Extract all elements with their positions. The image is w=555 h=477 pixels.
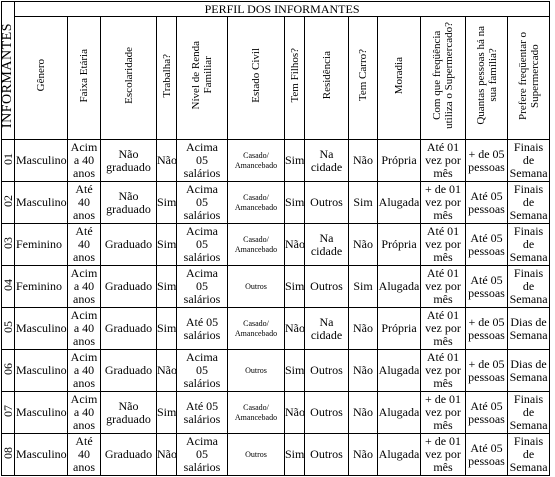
cell-carro: Não: [349, 350, 378, 392]
header-corner: [2, 2, 15, 17]
cell-escolaridade: Não graduado: [101, 140, 157, 182]
cell-genero: Feminino: [15, 224, 68, 266]
cell-carro: Não: [349, 140, 378, 182]
col-header-faixa-etaria: Faixa Etária: [68, 17, 101, 140]
cell-prefere: Finais de Semana: [508, 224, 550, 266]
cell-residencia: Outros: [305, 182, 349, 224]
cell-residencia: Outros: [305, 434, 349, 476]
col-header-estado-civil: Estado Civil: [228, 17, 285, 140]
cell-pessoas: Até 05 pessoas: [466, 434, 508, 476]
cell-residencia: Na cidade: [305, 308, 349, 350]
cell-prefere: Finais de Semana: [508, 392, 550, 434]
col-header-trabalha: Trabalha?: [157, 17, 177, 140]
row-header-label: INFORMANTES: [0, 22, 15, 128]
cell-estado-civil: Outros: [228, 266, 285, 308]
cell-frequencia: + de 01 vez por mês: [421, 434, 466, 476]
table-row: [2, 140, 550, 182]
cell-moradia: Própria: [378, 308, 421, 350]
cell-escolaridade: Graduado: [101, 266, 157, 308]
cell-escolaridade: Não graduado: [101, 182, 157, 224]
cell-renda: Acima 05 salários: [177, 140, 228, 182]
row-id-cell: [2, 224, 15, 266]
column-header-row: [2, 17, 550, 140]
cell-frequencia: + de 01 vez por mês: [421, 392, 466, 434]
table-row: [2, 434, 550, 476]
cell-faixa-etaria: Acim a 40 anos: [68, 140, 101, 182]
cell-trabalha: Não: [157, 434, 177, 476]
cell-residencia: Outros: [305, 392, 349, 434]
cell-escolaridade: Graduado: [101, 350, 157, 392]
table-row: [2, 392, 550, 434]
cell-genero: Masculino: [15, 140, 68, 182]
cell-prefere: Dias de Semana: [508, 350, 550, 392]
informants-profile-table: [1, 1, 550, 476]
row-id: 04: [1, 279, 15, 291]
cell-escolaridade: Graduado: [101, 224, 157, 266]
table-row: [2, 308, 550, 350]
cell-trabalha: Não: [157, 140, 177, 182]
row-id-cell: [2, 140, 15, 182]
cell-genero: Masculino: [15, 182, 68, 224]
table-row: [2, 266, 550, 308]
cell-estado-civil: Outros: [228, 350, 285, 392]
cell-faixa-etaria: Até 40 anos: [68, 182, 101, 224]
cell-filhos: Sim: [285, 182, 305, 224]
col-header-escolaridade: Escolaridade: [101, 17, 157, 140]
col-header-pessoas: Quantas pessoas há na sua família?: [466, 17, 508, 140]
cell-prefere: Dias de Semana: [508, 308, 550, 350]
cell-trabalha: Sim: [157, 308, 177, 350]
cell-carro: Sim: [349, 266, 378, 308]
cell-escolaridade: Não graduado: [101, 392, 157, 434]
cell-moradia: Alugada: [378, 266, 421, 308]
cell-renda: Acima 05 salários: [177, 224, 228, 266]
cell-faixa-etaria: Acim a 40 anos: [68, 266, 101, 308]
cell-filhos: Não: [285, 308, 305, 350]
cell-frequencia: Até 01 vez por mês: [421, 224, 466, 266]
cell-prefere: Finais de Semana: [508, 266, 550, 308]
row-id-cell: [2, 434, 15, 476]
cell-residencia: Outros: [305, 266, 349, 308]
cell-frequencia: Até 01 vez por mês: [421, 140, 466, 182]
cell-estado-civil: Casado/ Amancebado: [228, 140, 285, 182]
table-row: [2, 350, 550, 392]
cell-moradia: Própria: [378, 224, 421, 266]
cell-trabalha: Sim: [157, 182, 177, 224]
row-id-cell: [2, 308, 15, 350]
cell-filhos: Sim: [285, 266, 305, 308]
cell-renda: Até 05 salários: [177, 392, 228, 434]
cell-pessoas: Até 05 pessoas: [466, 392, 508, 434]
cell-estado-civil: Outros: [228, 434, 285, 476]
cell-pessoas: + de 05 pessoas: [466, 350, 508, 392]
cell-renda: Até 05 salários: [177, 308, 228, 350]
cell-estado-civil: Casado/ Amancebado: [228, 224, 285, 266]
col-header-genero: Gênero: [15, 17, 68, 140]
row-id: 01: [1, 153, 15, 165]
cell-renda: Acima 05 salários: [177, 350, 228, 392]
cell-faixa-etaria: Acim a 40 anos: [68, 308, 101, 350]
cell-renda: Acima 05 salários: [177, 266, 228, 308]
cell-pessoas: Até 05 pessoas: [466, 266, 508, 308]
cell-renda: Acima 05 salários: [177, 182, 228, 224]
cell-estado-civil: Casado/ Amancebado: [228, 392, 285, 434]
cell-pessoas: Até 05 pessoas: [466, 182, 508, 224]
col-header-filhos: Tem Filhos?: [285, 17, 305, 140]
cell-frequencia: + de 01 vez por mês: [421, 182, 466, 224]
cell-filhos: Não: [285, 224, 305, 266]
cell-carro: Não: [349, 392, 378, 434]
cell-faixa-etaria: Acim a 40 anos: [68, 350, 101, 392]
cell-estado-civil: Casado/ Amancebado: [228, 308, 285, 350]
row-id-cell: [2, 182, 15, 224]
row-header-label-cell: [2, 17, 15, 140]
row-id: 06: [1, 363, 15, 375]
cell-prefere: Finais de Semana: [508, 434, 550, 476]
cell-frequencia: Até 01 vez por mês: [421, 308, 466, 350]
col-header-moradia: Moradia: [378, 17, 421, 140]
row-id: 02: [1, 195, 15, 207]
cell-trabalha: Sim: [157, 266, 177, 308]
col-header-prefere: Prefere freqüentar o Supermercado: [508, 17, 550, 140]
cell-escolaridade: Graduado: [101, 308, 157, 350]
cell-moradia: Alugada: [378, 392, 421, 434]
cell-carro: Não: [349, 434, 378, 476]
cell-escolaridade: Graduado: [101, 434, 157, 476]
cell-trabalha: Não: [157, 350, 177, 392]
cell-estado-civil: Casado/ Amancebado: [228, 182, 285, 224]
cell-genero: Masculino: [15, 392, 68, 434]
cell-moradia: Alugada: [378, 182, 421, 224]
cell-filhos: Não: [285, 392, 305, 434]
table-row: [2, 182, 550, 224]
cell-faixa-etaria: Até 40 anos: [68, 224, 101, 266]
cell-moradia: Alugada: [378, 350, 421, 392]
row-id-cell: [2, 392, 15, 434]
cell-residencia: Na cidade: [305, 140, 349, 182]
col-header-frequencia: Com que freqüência utiliza o Supermercado?: [421, 17, 466, 140]
cell-carro: Não: [349, 224, 378, 266]
cell-residencia: Outros: [305, 350, 349, 392]
cell-genero: Masculino: [15, 350, 68, 392]
cell-filhos: Sim: [285, 434, 305, 476]
row-id: 05: [1, 321, 15, 333]
cell-carro: Não: [349, 308, 378, 350]
col-header-renda: Nível de Renda Familiar: [177, 17, 228, 140]
row-id: 08: [1, 447, 15, 459]
cell-pessoas: Até 05 pessoas: [466, 224, 508, 266]
cell-filhos: Sim: [285, 350, 305, 392]
cell-pessoas: + de 05 pessoas: [466, 140, 508, 182]
cell-trabalha: Sim: [157, 392, 177, 434]
cell-frequencia: Até 01 vez por mês: [421, 266, 466, 308]
cell-pessoas: + de 05 pessoas: [466, 308, 508, 350]
row-id-cell: [2, 350, 15, 392]
row-id: 07: [1, 405, 15, 417]
row-id-cell: [2, 266, 15, 308]
table-title: PERFIL DOS INFORMANTES: [15, 2, 550, 17]
cell-faixa-etaria: Acim a 40 anos: [68, 392, 101, 434]
cell-filhos: Sim: [285, 140, 305, 182]
cell-prefere: Finais de Semana: [508, 182, 550, 224]
cell-prefere: Finais de Semana: [508, 140, 550, 182]
col-header-carro: Tem Carro?: [349, 17, 378, 140]
cell-frequencia: Até 01 vez por mês: [421, 350, 466, 392]
cell-faixa-etaria: Até 40 anos: [68, 434, 101, 476]
cell-genero: Feminino: [15, 266, 68, 308]
cell-trabalha: Sim: [157, 224, 177, 266]
cell-genero: Masculino: [15, 434, 68, 476]
cell-moradia: Alugada: [378, 434, 421, 476]
table-row: [2, 224, 550, 266]
cell-genero: Masculino: [15, 308, 68, 350]
col-header-residencia: Residência: [305, 17, 349, 140]
cell-moradia: Própria: [378, 140, 421, 182]
row-id: 03: [1, 237, 15, 249]
cell-renda: Acima 05 salários: [177, 434, 228, 476]
cell-carro: Sim: [349, 182, 378, 224]
cell-residencia: Na cidade: [305, 224, 349, 266]
